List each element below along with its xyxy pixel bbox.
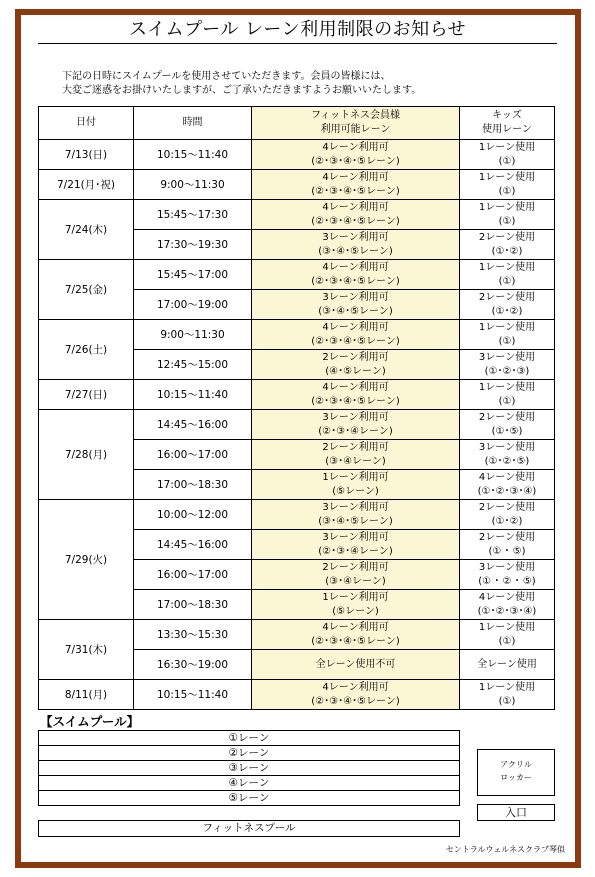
fitness-lanes-cell-line2: (②･③･④･⑤レーン) [311,695,400,707]
fitness-lanes-cell-line1: 1レーン利用可 [322,471,389,483]
time-cell: 15:45～17:00 [134,260,252,290]
pool-legend-title: 【スイムプール】 [40,714,140,729]
date-cell: 7/29(火) [39,500,134,620]
table-row [39,680,555,710]
locker-label-2: ロッカー [500,773,532,782]
date-cell: 7/26(土) [39,320,134,380]
kids-lanes-cell [460,530,555,560]
kids-lanes-cell [460,170,555,200]
time-cell: 17:00～18:30 [134,590,252,620]
kids-lanes-cell-line1: 2レーン使用 [478,501,536,513]
lane-1: ①レーン [38,730,460,746]
fitness-lanes-cell [252,620,460,650]
fitness-lanes-cell [252,470,460,500]
locker-label-1: アクリル [500,760,532,769]
kids-lanes-cell-line1: 2レーン使用 [478,291,536,303]
kids-lanes-cell-line2: (①･②･③) [484,365,530,377]
kids-lanes-cell [460,470,555,500]
fitness-lanes-cell-line1: 4レーン利用可 [322,201,389,213]
time-cell: 9:00～11:30 [134,320,252,350]
time-cell: 16:30～19:00 [134,650,252,680]
kids-lanes-cell-line1: 1レーン使用 [478,321,536,333]
kids-lanes-cell-line2: (①) [498,335,516,347]
club-name-footer: セントラルウェルネスクラブ琴似 [445,845,565,854]
kids-lanes-cell [460,410,555,440]
kids-lanes-cell-line1: 1レーン使用 [478,681,536,693]
fitness-lanes-cell [252,290,460,320]
fitness-lanes-cell-line2: (②･③･④･⑤レーン) [311,335,400,347]
kids-lanes-cell [460,560,555,590]
kids-lanes-cell-line2: (①) [498,635,516,647]
fitness-lanes-cell [252,530,460,560]
kids-lanes-cell-line2: (① ･ ② ･ ⑤) [478,575,536,587]
header-fitness-line2: 利用可能レーン [320,124,391,135]
time-cell: 17:00～19:00 [134,290,252,320]
kids-lanes-cell-line2: (①･②･③･④) [477,485,537,497]
kids-lanes-cell-line1: 3レーン使用 [478,561,536,573]
fitness-lanes-cell [252,560,460,590]
kids-lanes-cell-line1: 1レーン使用 [478,201,536,213]
kids-lanes-cell-line1: 3レーン使用 [478,351,536,363]
header-fitness [252,107,460,140]
kids-lanes-cell-line2: (①) [498,695,516,707]
fitness-lanes-cell-line1: 3レーン利用可 [322,291,389,303]
kids-lanes-cell-line2: (①･②) [491,515,523,527]
fitness-lanes-cell-line2: (②･③･④レーン) [318,425,393,437]
fitness-lanes-cell-line1: 4レーン利用可 [322,681,389,693]
time-cell: 15:45～17:30 [134,200,252,230]
time-cell: 17:00～18:30 [134,470,252,500]
kids-lanes-cell-line2: (①) [498,185,516,197]
fitness-lanes-cell-line2: (②･③･④･⑤レーン) [311,155,400,167]
fitness-lanes-cell [252,680,460,710]
kids-lanes-cell [460,500,555,530]
fitness-lanes-cell-line2: (③･④･⑤レーン) [318,305,393,317]
kids-lanes-cell-line2: (① ･ ⑤) [488,545,526,557]
time-cell: 14:45～16:00 [134,410,252,440]
fitness-lanes-cell-line1: 4レーン利用可 [322,321,389,333]
fitness-lanes-cell [252,260,460,290]
fitness-lanes-cell [252,320,460,350]
kids-lanes-cell-line1: 3レーン使用 [478,441,536,453]
intro-line-1: 下記の日時にスイムプールを使用させていただきます。会員の皆様には、 [62,71,391,82]
time-cell: 14:45～16:00 [134,530,252,560]
kids-lanes-cell-line2: (①･②･⑤) [484,455,530,467]
kids-lanes-cell-line1: 1レーン使用 [478,261,536,273]
fitness-lanes-cell-line2: (④･⑤レーン) [325,365,386,377]
title-underline [38,43,557,44]
table-row [39,140,555,170]
lane-4: ④レーン [38,776,460,791]
table-row [39,320,555,350]
fitness-lanes-cell-line2: (②･③･④･⑤レーン) [311,185,400,197]
lane-5: ⑤レーン [38,791,460,806]
date-cell: 7/28(月) [39,410,134,500]
fitness-lanes-cell-line1: 3レーン利用可 [322,231,389,243]
kids-lanes-cell [460,260,555,290]
kids-lanes-cell-line1: 全レーン使用 [477,658,537,670]
date-cell: 7/27(日) [39,380,134,410]
header-kids-line2: 使用レーン [482,124,532,135]
kids-lanes-cell-line2: (①) [498,215,516,227]
fitness-lanes-cell-line1: 4レーン利用可 [322,261,389,273]
fitness-lanes-cell [252,230,460,260]
fitness-lanes-cell-line2: (③･④レーン) [325,455,386,467]
time-cell: 13:30～15:30 [134,620,252,650]
schedule-table [38,106,555,710]
kids-lanes-cell-line1: 2レーン使用 [478,531,536,543]
time-cell: 17:30～19:30 [134,230,252,260]
kids-lanes-cell-line1: 1レーン使用 [478,171,536,183]
kids-lanes-cell-line1: 1レーン使用 [478,141,536,153]
time-cell: 9:00～11:30 [134,170,252,200]
kids-lanes-cell [460,440,555,470]
kids-lanes-cell-line1: 2レーン使用 [478,231,536,243]
fitness-pool: フィットネスプール [38,820,460,837]
date-cell: 8/11(月) [39,680,134,710]
pool-lane-diagram [38,730,460,806]
fitness-lanes-cell-line1: 2レーン利用可 [322,351,389,363]
kids-lanes-cell-line2: (①) [498,155,516,167]
time-cell: 16:00～17:00 [134,560,252,590]
kids-lanes-cell [460,680,555,710]
kids-lanes-cell-line1: 4レーン使用 [478,471,536,483]
fitness-lanes-cell [252,200,460,230]
fitness-lanes-cell-line2: (②･③･④･⑤レーン) [311,275,400,287]
kids-lanes-cell [460,380,555,410]
time-cell: 12:45～15:00 [134,350,252,380]
header-fitness-line1: フィットネス会員様 [310,110,401,121]
table-row [39,500,555,530]
fitness-lanes-cell [252,140,460,170]
date-cell: 7/13(日) [39,140,134,170]
time-cell: 10:15～11:40 [134,680,252,710]
lane-2: ②レーン [38,746,460,761]
fitness-lanes-cell-line1: 全レーン使用不可 [315,658,396,670]
kids-lanes-cell [460,290,555,320]
fitness-lanes-cell [252,440,460,470]
fitness-lanes-cell-line1: 3レーン利用可 [322,411,389,423]
table-row [39,170,555,200]
time-cell: 10:15～11:40 [134,380,252,410]
entrance: 入口 [477,804,555,821]
fitness-lanes-cell [252,650,460,680]
fitness-lanes-cell-line1: 4レーン利用可 [322,621,389,633]
kids-lanes-cell [460,320,555,350]
kids-lanes-cell [460,200,555,230]
fitness-lanes-cell [252,380,460,410]
fitness-lanes-cell [252,410,460,440]
fitness-lanes-cell-line2: (③･④･⑤レーン) [318,245,393,257]
fitness-lanes-cell [252,590,460,620]
time-cell: 16:00～17:00 [134,440,252,470]
fitness-lanes-cell-line1: 2レーン利用可 [322,441,389,453]
date-cell: 7/24(木) [39,200,134,260]
schedule-body [39,140,555,710]
fitness-lanes-cell [252,500,460,530]
fitness-lanes-cell-line2: (③･④･⑤レーン) [318,515,393,527]
fitness-lanes-cell [252,170,460,200]
page-title: スイムプール レーン利用制限のお知らせ [128,19,467,40]
kids-lanes-cell [460,350,555,380]
fitness-lanes-cell-line1: 3レーン利用可 [322,531,389,543]
acrylic-locker [477,749,555,796]
table-header-row [39,107,555,140]
fitness-lanes-cell-line2: (⑤レーン) [332,605,379,617]
fitness-lanes-cell-line2: (⑤レーン) [332,485,379,497]
header-time: 時間 [134,107,252,140]
kids-lanes-cell [460,590,555,620]
fitness-lanes-cell-line2: (②･③･④･⑤レーン) [311,635,400,647]
kids-lanes-cell-line2: (①) [498,395,516,407]
table-row [39,260,555,290]
header-date: 日付 [39,107,134,140]
kids-lanes-cell-line2: (①･②･③･④) [477,605,537,617]
kids-lanes-cell-line2: (①･②) [491,245,523,257]
kids-lanes-cell-line1: 2レーン使用 [478,411,536,423]
kids-lanes-cell-line2: (①･⑤) [491,425,523,437]
kids-lanes-cell-line1: 1レーン使用 [478,381,536,393]
date-cell: 7/21(月･祝) [39,170,134,200]
kids-lanes-cell-line2: (①･②) [491,305,523,317]
intro-line-2: 大変ご迷惑をお掛けいたしますが、ご了承いただきますようお願いいたします。 [62,85,422,96]
date-cell: 7/25(金) [39,260,134,320]
kids-lanes-cell [460,650,555,680]
fitness-lanes-cell-line1: 3レーン利用可 [322,501,389,513]
fitness-lanes-cell-line1: 4レーン利用可 [322,141,389,153]
kids-lanes-cell [460,140,555,170]
kids-lanes-cell-line2: (①) [498,275,516,287]
fitness-lanes-cell-line1: 4レーン利用可 [322,381,389,393]
fitness-lanes-cell-line2: (②･③･④レーン) [318,545,393,557]
table-row [39,200,555,230]
fitness-lanes-cell-line2: (②･③･④･⑤レーン) [311,395,400,407]
table-row [39,380,555,410]
time-cell: 10:15～11:40 [134,140,252,170]
fitness-lanes-cell-line1: 4レーン利用可 [322,171,389,183]
kids-lanes-cell-line1: 1レーン使用 [478,621,536,633]
time-cell: 10:00～12:00 [134,500,252,530]
date-cell: 7/31(木) [39,620,134,680]
fitness-lanes-cell-line2: (③･④レーン) [325,575,386,587]
header-kids [460,107,555,140]
fitness-lanes-cell-line1: 1レーン利用可 [322,591,389,603]
fitness-lanes-cell-line2: (②･③･④･⑤レーン) [311,215,400,227]
kids-lanes-cell [460,230,555,260]
table-row [39,410,555,440]
fitness-lanes-cell-line1: 2レーン利用可 [322,561,389,573]
kids-lanes-cell-line1: 4レーン使用 [478,591,536,603]
table-row [39,620,555,650]
header-kids-line1: キッズ [492,110,522,121]
lane-3: ③レーン [38,761,460,776]
kids-lanes-cell [460,620,555,650]
fitness-lanes-cell [252,350,460,380]
